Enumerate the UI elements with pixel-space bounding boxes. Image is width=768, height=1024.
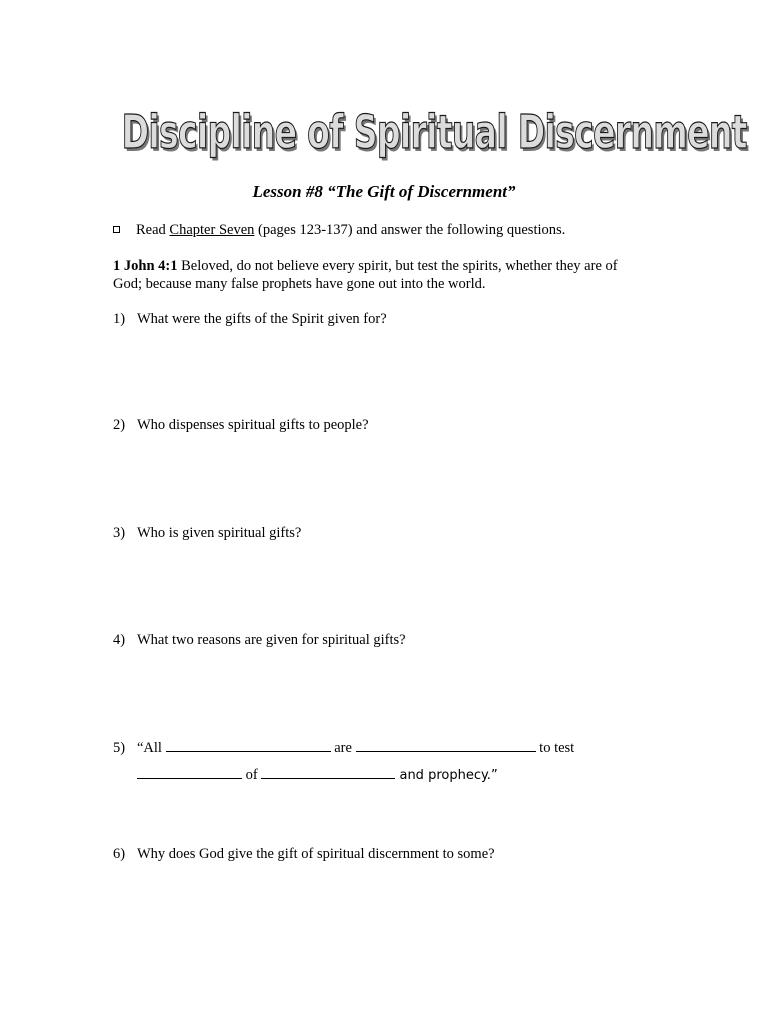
answer-blank-1[interactable] [166, 738, 331, 752]
banner-title: Discipline of Spiritual Discernment [121, 105, 747, 159]
question-2 [113, 416, 673, 434]
question-text: Who is given spiritual gifts? [137, 525, 302, 541]
question-number: 1) [113, 311, 126, 327]
verse-text: Beloved, do not believe every spirit, but test the spirits, whether they are of God; because many false prophets have gone out into the world. [113, 258, 618, 292]
question-text: Who dispenses spiritual gifts to people? [137, 417, 369, 433]
answer-blank-3[interactable] [137, 765, 242, 779]
question-number: 5) [113, 740, 126, 756]
question-4 [113, 631, 673, 649]
answer-blank-4[interactable] [261, 765, 395, 779]
lesson-title: Lesson #8 “The Gift of Discernment” [252, 182, 516, 201]
fill-in-open: “All [137, 740, 166, 756]
question-text: Why does God give the gift of spiritual discernment to some? [137, 846, 495, 862]
instruction-text [136, 221, 565, 239]
question-1 [113, 310, 673, 328]
question-5-continued [137, 765, 498, 785]
square-bullet-icon [113, 226, 120, 233]
question-number: 6) [113, 846, 126, 862]
fill-in-are: are [330, 740, 356, 756]
verse-reference: 1 John 4:1 [113, 258, 178, 274]
question-text: What two reasons are given for spiritual gifts? [137, 632, 406, 648]
fill-in-to-test: to test [535, 740, 575, 756]
instruction-suffix: (pages 123-137) and answer the following questions. [254, 222, 566, 238]
question-6 [113, 845, 673, 863]
question-number: 2) [113, 417, 126, 433]
banner [0, 104, 768, 162]
answer-blank-2[interactable] [356, 738, 536, 752]
scripture-verse [113, 257, 643, 293]
instruction-prefix: Read [136, 222, 170, 238]
question-text: What were the gifts of the Spirit given for? [137, 311, 387, 327]
question-number: 4) [113, 632, 126, 648]
question-5 [113, 738, 673, 757]
fill-in-of: of [242, 767, 262, 783]
chapter-link: Chapter Seven [169, 222, 255, 238]
question-number: 3) [113, 525, 126, 541]
question-3 [113, 524, 673, 542]
fill-in-end: and prophecy.” [395, 768, 498, 783]
